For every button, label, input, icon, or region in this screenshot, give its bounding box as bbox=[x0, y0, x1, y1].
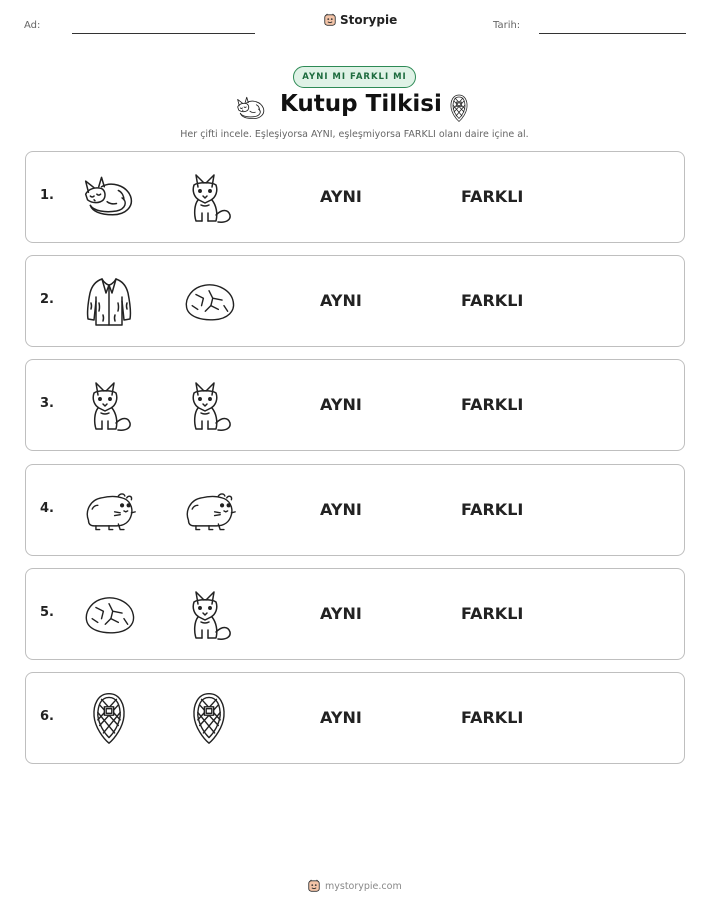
different-option[interactable]: FARKLI bbox=[461, 500, 524, 519]
storypie-logo-icon bbox=[307, 879, 321, 893]
row-number: 3. bbox=[40, 396, 54, 411]
snowshoe-icon bbox=[181, 690, 237, 746]
instructions: Her çifti incele. Eşleşiyorsa AYNI, eşleşmiyorsa FARKLI olanı daire içine al. bbox=[180, 129, 529, 140]
comparison-row bbox=[25, 255, 685, 347]
rock-icon bbox=[81, 586, 137, 642]
comparison-row bbox=[25, 151, 685, 243]
same-option[interactable]: AYNI bbox=[320, 708, 362, 727]
lemming-icon bbox=[181, 482, 237, 538]
same-option[interactable]: AYNI bbox=[320, 187, 362, 206]
worksheet-header bbox=[0, 0, 709, 50]
different-option[interactable]: FARKLI bbox=[461, 291, 524, 310]
storypie-logo bbox=[323, 13, 397, 27]
arctic-fox-icon bbox=[181, 169, 237, 225]
title-row bbox=[0, 91, 709, 125]
date-label: Tarih: bbox=[493, 20, 521, 31]
row-number: 2. bbox=[40, 292, 54, 307]
footer-url: mystorypie.com bbox=[325, 880, 402, 892]
row-number: 4. bbox=[40, 501, 54, 516]
snowshoe-icon bbox=[449, 93, 469, 123]
row-number: 6. bbox=[40, 709, 54, 724]
same-option[interactable]: AYNI bbox=[320, 395, 362, 414]
arctic-fox-icon bbox=[181, 377, 237, 433]
footer bbox=[307, 879, 402, 893]
sleeping-fox-icon bbox=[81, 169, 137, 225]
comparison-row bbox=[25, 464, 685, 556]
fur-coat-icon bbox=[81, 273, 137, 329]
arctic-fox-icon bbox=[181, 586, 237, 642]
storypie-logo-icon bbox=[323, 13, 337, 27]
comparison-row bbox=[25, 672, 685, 764]
row-number: 1. bbox=[40, 188, 54, 203]
brand-name: Storypie bbox=[340, 13, 398, 27]
different-option[interactable]: FARKLI bbox=[461, 708, 524, 727]
sleeping-fox-icon bbox=[235, 95, 267, 122]
rock-icon bbox=[181, 273, 237, 329]
page-title: Kutup Tilkisi bbox=[280, 91, 442, 117]
snowshoe-icon bbox=[81, 690, 137, 746]
date-line bbox=[539, 33, 686, 34]
row-number: 5. bbox=[40, 605, 54, 620]
lemming-icon bbox=[81, 482, 137, 538]
comparison-row bbox=[25, 568, 685, 660]
different-option[interactable]: FARKLI bbox=[461, 395, 524, 414]
same-option[interactable]: AYNI bbox=[320, 500, 362, 519]
same-option[interactable]: AYNI bbox=[320, 604, 362, 623]
comparison-row bbox=[25, 359, 685, 451]
activity-type-badge: AYNI MI FARKLI MI bbox=[293, 66, 416, 88]
name-line bbox=[72, 33, 255, 34]
different-option[interactable]: FARKLI bbox=[461, 187, 524, 206]
different-option[interactable]: FARKLI bbox=[461, 604, 524, 623]
same-option[interactable]: AYNI bbox=[320, 291, 362, 310]
name-label: Ad: bbox=[24, 20, 41, 31]
arctic-fox-icon bbox=[81, 377, 137, 433]
